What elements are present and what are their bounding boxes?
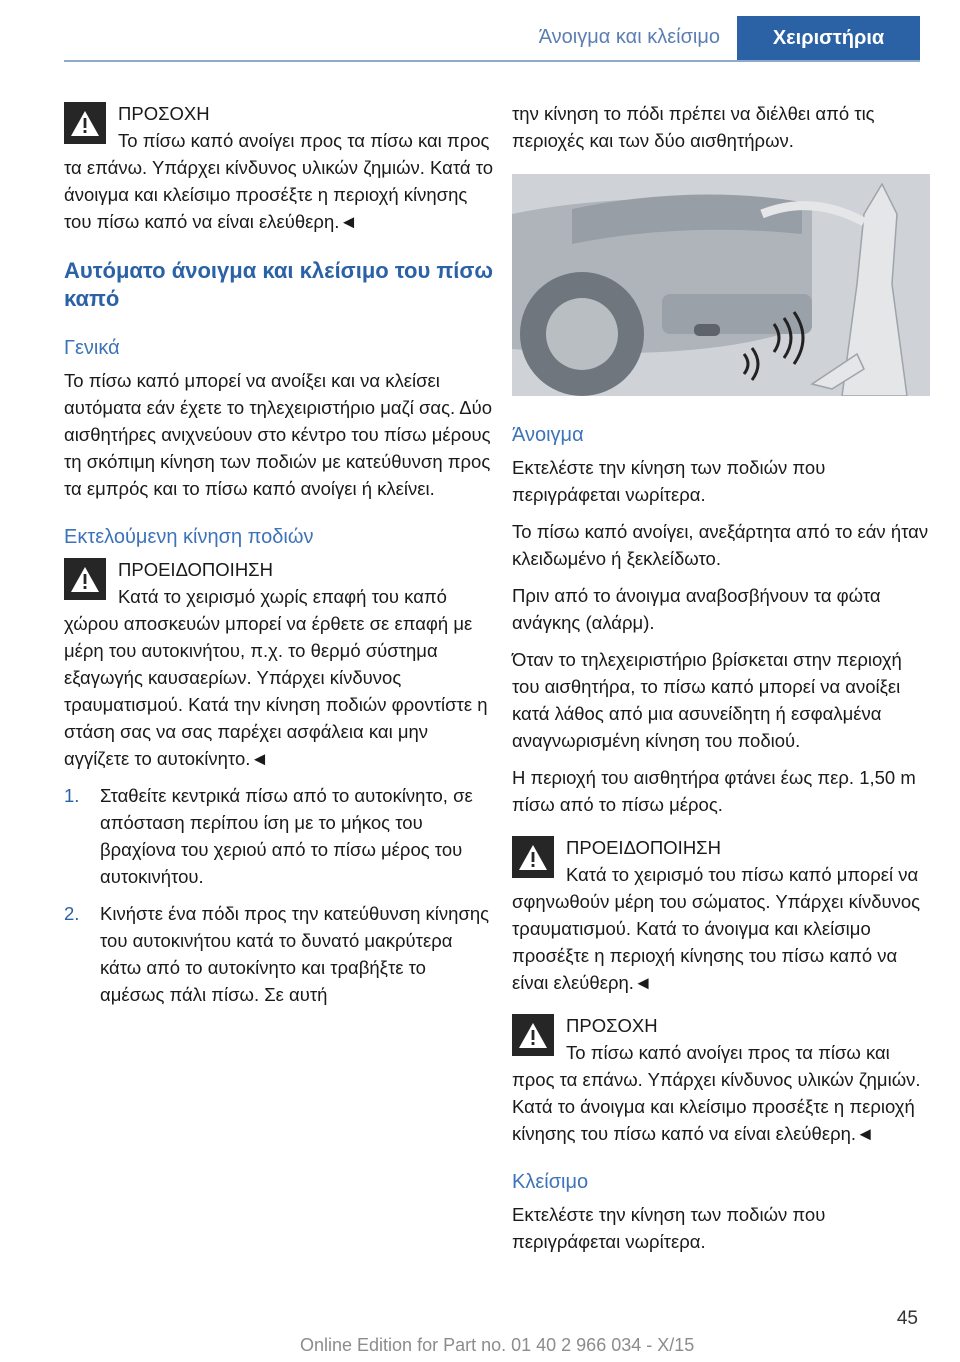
step-text: Σταθείτε κεντρικά πίσω από το αυτοκίνητο, σε απόσταση περίπου ίση με το μήκος του βραχίονα του χεριού από το πίσω μέρος του αυτοκινήτου.	[100, 785, 473, 887]
left-column	[64, 100, 494, 1018]
general-text: Το πίσω καπό μπορεί να ανοίξει και να κλείσει αυτόματα εάν έχετε το τηλεχειριστήριο μαζί σας. Δύο αισθητήρες ανιχνεύουν στο κέντρο του πίσω μέρους τη σκόπιμη κίνηση των ποδιών με κατεύθυνση προς τα εμπρός και το πίσω καπό ανοίγει ή κλείνει.	[64, 370, 493, 499]
general-heading: Γενικά	[64, 337, 120, 359]
warning-text: Κατά το χειρισμό του πίσω καπό μπορεί να σφηνωθούν μέρη του σώματος. Υπάρχει κίνδυνος τραυματισμού. Κατά το άνοιγμα και κλείσιμο προσέξτε η περιοχή κίνησης του πίσω καπό να είναι ελεύθερη.◄	[512, 864, 921, 993]
close-text-1: Εκτελέστε την κίνηση των ποδιών που περιγράφεται νωρίτερα.	[512, 1204, 826, 1252]
steps-list	[64, 782, 494, 1008]
warning-triangle-icon	[64, 558, 106, 600]
open-text-1: Εκτελέστε την κίνηση των ποδιών που περιγράφεται νωρίτερα.	[512, 457, 826, 505]
caution-label: ΠΡΟΣΟΧΗ	[118, 103, 210, 124]
warning-notice	[64, 556, 494, 772]
warning-triangle-icon	[512, 836, 554, 878]
caution-label: ΠΡΟΣΟΧΗ	[566, 1015, 658, 1036]
step-number: 2.	[64, 903, 80, 924]
warning-triangle-icon	[512, 1014, 554, 1056]
continuation-text: την κίνηση το πόδι πρέπει να διέλθει από τις περιοχές και των δύο αισθητήρων.	[512, 103, 875, 151]
warning-label: ΠΡΟΕΙΔΟΠΟΙΗΣΗ	[566, 837, 721, 858]
step-text: Κινήστε ένα πόδι προς την κατεύθυνση κίνησης του αυτοκινήτου κατά το δυνατό μακρύτερα κάτω από το αυτοκίνητο και τραβήξτε το αμέσως πάλι πίσω. Σε αυτή	[100, 903, 490, 1005]
close-heading: Κλείσιμο	[512, 1171, 589, 1193]
caution-notice	[64, 100, 494, 235]
open-text-3: Πριν από το άνοιγμα αναβοσβήνουν τα φώτα ανάγκης (αλάρμ).	[512, 585, 881, 633]
edition-note: Online Edition for Part no. 01 40 2 966 034 - X/15	[300, 1335, 695, 1355]
open-text-4: Όταν το τηλεχειριστήριο βρίσκεται στην περιοχή του αισθητήρα, το πίσω καπό μπορεί να ανοίξει κατά λάθος από μια ασυνείδητη ή εσφαλμένα αναγνωρισμένη κίνηση του ποδιού.	[512, 649, 902, 751]
section-heading: Αυτόματο άνοιγμα και κλείσιμο του πίσω καπό	[64, 258, 493, 311]
list-item	[64, 782, 494, 890]
open-heading: Άνοιγμα	[512, 424, 584, 446]
caution-text: Το πίσω καπό ανοίγει προς τα πίσω και προς τα επάνω. Υπάρχει κίνδυνος υλικών ζημιών. Κατά το άνοιγμα και κλείσιμο προσέξτε η περιοχή κίνησης του πίσω καπό να είναι ελεύθερη.◄	[64, 130, 494, 232]
foot-movement-illustration	[512, 174, 930, 396]
warning-notice	[512, 834, 930, 996]
warning-text: Κατά το χειρισμό χωρίς επαφή του καπό χώρου αποσκευών μπορεί να έρθετε σε επαφή με μέρη του αυτοκινήτου, π.χ. το θερμό σύστημα εξαγωγής καυσαερίων. Υπάρχει κίνδυνος τραυματισμού. Κατά την κίνηση ποδιών φροντίστε η στάση σας να σας παρέχει ασφάλεια και μην αγγίζετε το αυτοκίνητο.◄	[64, 586, 488, 769]
step-number: 1.	[64, 785, 80, 806]
warning-label: ΠΡΟΕΙΔΟΠΟΙΗΣΗ	[118, 559, 273, 580]
header-chapter-tab: Χειριστήρια	[737, 16, 920, 60]
header-section-title: Άνοιγμα και κλείσιμο	[538, 26, 720, 48]
caution-notice	[512, 1012, 930, 1147]
warning-triangle-icon	[64, 102, 106, 144]
foot-movement-heading: Εκτελούμενη κίνηση ποδιών	[64, 526, 314, 548]
header-rule	[64, 60, 920, 62]
page-number: 45	[896, 1308, 918, 1329]
right-column	[512, 100, 930, 1265]
open-text-2: Το πίσω καπό ανοίγει, ανεξάρτητα από το εάν ήταν κλειδωμένο ή ξεκλείδωτο.	[512, 521, 929, 569]
open-text-5: Η περιοχή του αισθητήρα φτάνει έως περ. 1,50 m πίσω από το πίσω μέρος.	[512, 767, 916, 815]
page-header	[0, 0, 960, 62]
page-footer	[0, 1302, 960, 1362]
caution-text: Το πίσω καπό ανοίγει προς τα πίσω και προς τα επάνω. Υπάρχει κίνδυνος υλικών ζημιών. Κατά το άνοιγμα και κλείσιμο προσέξτε η περιοχή κίνησης του πίσω καπό να είναι ελεύθερη.◄	[512, 1042, 921, 1144]
list-item	[64, 900, 494, 1008]
